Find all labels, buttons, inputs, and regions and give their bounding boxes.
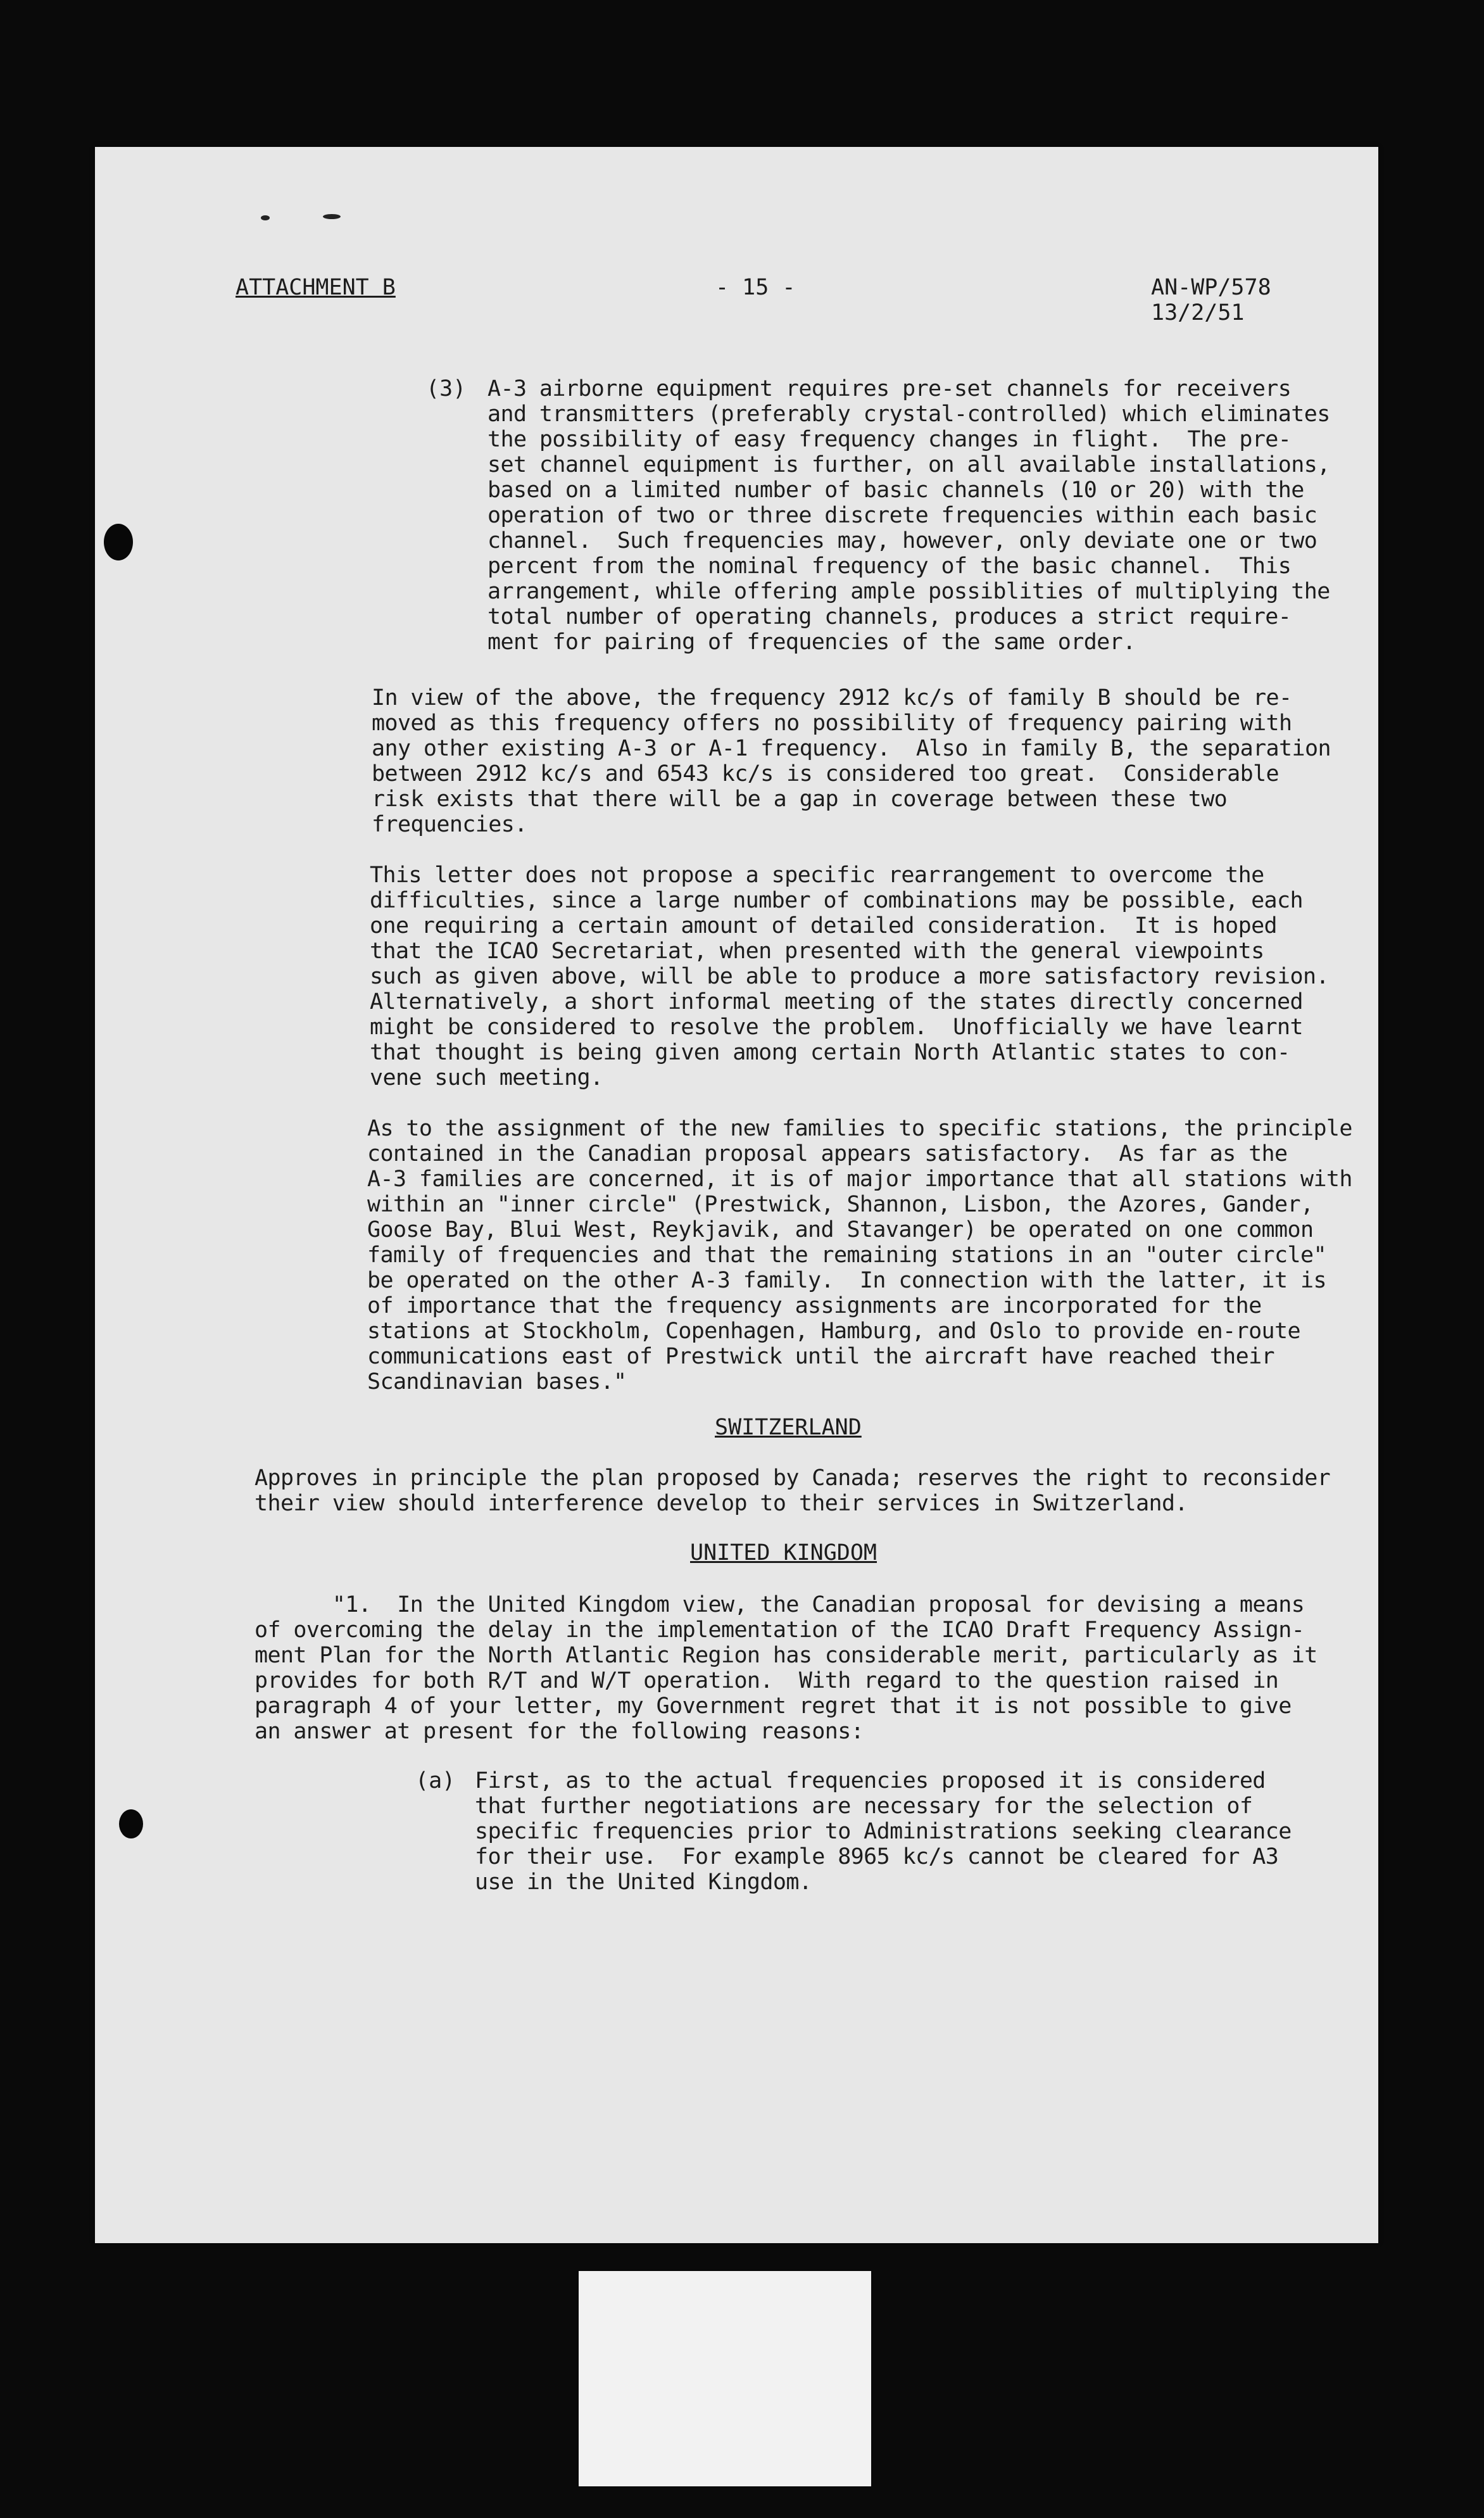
paragraph-assignment [367,1116,1352,1395]
text-line: channel. Such frequencies may, however, only deviate one or two [487,528,1317,554]
punch-hole [119,1809,143,1838]
text-line: operation of two or three discrete frequencies within each basic [487,503,1317,528]
text-line: of importance that the frequency assignments are incorporated for the [367,1293,1262,1319]
text-line: communications east of Prestwick until the aircraft have reached their [367,1344,1275,1369]
text-line: provides for both R/T and W/T operation. With regard to the question raised in [255,1668,1279,1693]
doc-ref-number: AN-WP/578 [1151,275,1271,300]
text-line: A-3 families are concerned, it is of major importance that all stations with [367,1167,1352,1192]
text-line: stations at Stockholm, Copenhagen, Hamburg, and Oslo to provide en-route [367,1319,1300,1344]
text-line: any other existing A-3 or A-1 frequency. Also in family B, the separation [372,736,1331,761]
ink-speck [261,215,270,220]
text-line: contained in the Canadian proposal appears satisfactory. As far as the [367,1141,1288,1167]
text-line: percent from the nominal frequency of the basic channel. This [487,554,1292,579]
text-line: Alternatively, a short informal meeting of the states directly concerned [370,989,1303,1015]
text-line: "1. In the United Kingdom view, the Canadian proposal for devising a means [255,1592,1305,1617]
document-reference [1151,275,1271,326]
page-number: - 15 - [715,275,796,300]
text-line: of overcoming the delay in the implementation of the ICAO Draft Frequency Assign- [255,1617,1305,1643]
text-line: might be considered to resolve the problem. Unofficially we have learnt [370,1015,1303,1040]
text-line: ment Plan for the North Atlantic Region has considerable merit, particularly as it [255,1643,1317,1668]
text-line: Approves in principle the plan proposed by Canada; reserves the right to reconsider [255,1465,1331,1491]
text-line: an answer at present for the following reasons: [255,1719,864,1744]
text-line: Scandinavian bases." [367,1369,627,1395]
uk-text [255,1592,1317,1744]
text-line: the possibility of easy frequency changes in flight. The pre- [487,427,1292,452]
text-line: In view of the above, the frequency 2912 kc/s of family B should be re- [372,685,1292,711]
text-line: based on a limited number of basic channels (10 or 20) with the [487,478,1304,503]
text-line: such as given above, will be able to produce a more satisfactory revision. [370,964,1329,989]
text-line: difficulties, since a large number of combinations may be possible, each [370,888,1303,913]
paragraph-this-letter [370,863,1329,1091]
text-line: paragraph 4 of your letter, my Government regret that it is not possible to give [255,1693,1292,1719]
text-line: that further negotiations are necessary for the selection of [475,1794,1253,1819]
text-line: A-3 airborne equipment requires pre-set channels for receivers [487,376,1292,402]
text-line: within an "inner circle" (Prestwick, Shannon, Lisbon, the Azores, Gander, [367,1192,1314,1217]
item-3-text [487,376,1330,655]
text-line: set channel equipment is further, on all available installations, [487,452,1330,478]
text-line: for their use. For example 8965 kc/s cannot be cleared for A3 [475,1844,1279,1870]
text-line: be operated on the other A-3 family. In connection with the latter, it is [367,1268,1326,1293]
document-page [95,147,1378,2243]
uk-heading: UNITED KINGDOM [690,1540,877,1566]
text-line: frequencies. [372,812,527,837]
text-line: that the ICAO Secretariat, when presented with the general viewpoints [370,939,1264,964]
text-line: risk exists that there will be a gap in coverage between these two [372,787,1228,812]
text-line: their view should interference develop to their services in Switzerland. [255,1491,1188,1516]
text-line: vene such meeting. [370,1065,603,1091]
paragraph-in-view [372,685,1331,837]
text-line: between 2912 kc/s and 6543 kc/s is considered too great. Considerable [372,761,1280,787]
text-line: moved as this frequency offers no possibility of frequency pairing with [372,711,1292,736]
text-line: family of frequencies and that the remaining stations in an "outer circle" [367,1243,1326,1268]
text-line: one requiring a certain amount of detailed consideration. It is hoped [370,913,1278,939]
switzerland-text [255,1465,1330,1516]
text-line: total number of operating channels, produces a strict require- [487,604,1292,630]
text-line: First, as to the actual frequencies proposed it is considered [475,1768,1266,1794]
text-line: As to the assignment of the new families to specific stations, the principle [367,1116,1352,1141]
text-line: use in the United Kingdom. [475,1870,812,1895]
item-a-text [475,1768,1292,1895]
text-line: Goose Bay, Blui West, Reykjavik, and Stavanger) be operated on one common [367,1217,1314,1243]
text-line: ment for pairing of frequencies of the same order. [487,630,1136,655]
ink-speck [323,214,341,219]
punch-hole [104,524,133,560]
text-line: specific frequencies prior to Administrations seeking clearance [475,1819,1292,1844]
attachment-label: ATTACHMENT B [236,275,396,300]
blank-label-slip [579,2271,871,2486]
item-3-marker: (3) [426,376,467,402]
item-a-marker: (a) [415,1768,456,1794]
text-line: This letter does not propose a specific rearrangement to overcome the [370,863,1264,888]
switzerland-heading: SWITZERLAND [715,1415,862,1440]
doc-date: 13/2/51 [1151,300,1245,326]
text-line: that thought is being given among certain North Atlantic states to con- [370,1040,1290,1065]
text-line: and transmitters (preferably crystal-controlled) which eliminates [487,402,1330,427]
text-line: arrangement, while offering ample possiblities of multiplying the [487,579,1330,604]
